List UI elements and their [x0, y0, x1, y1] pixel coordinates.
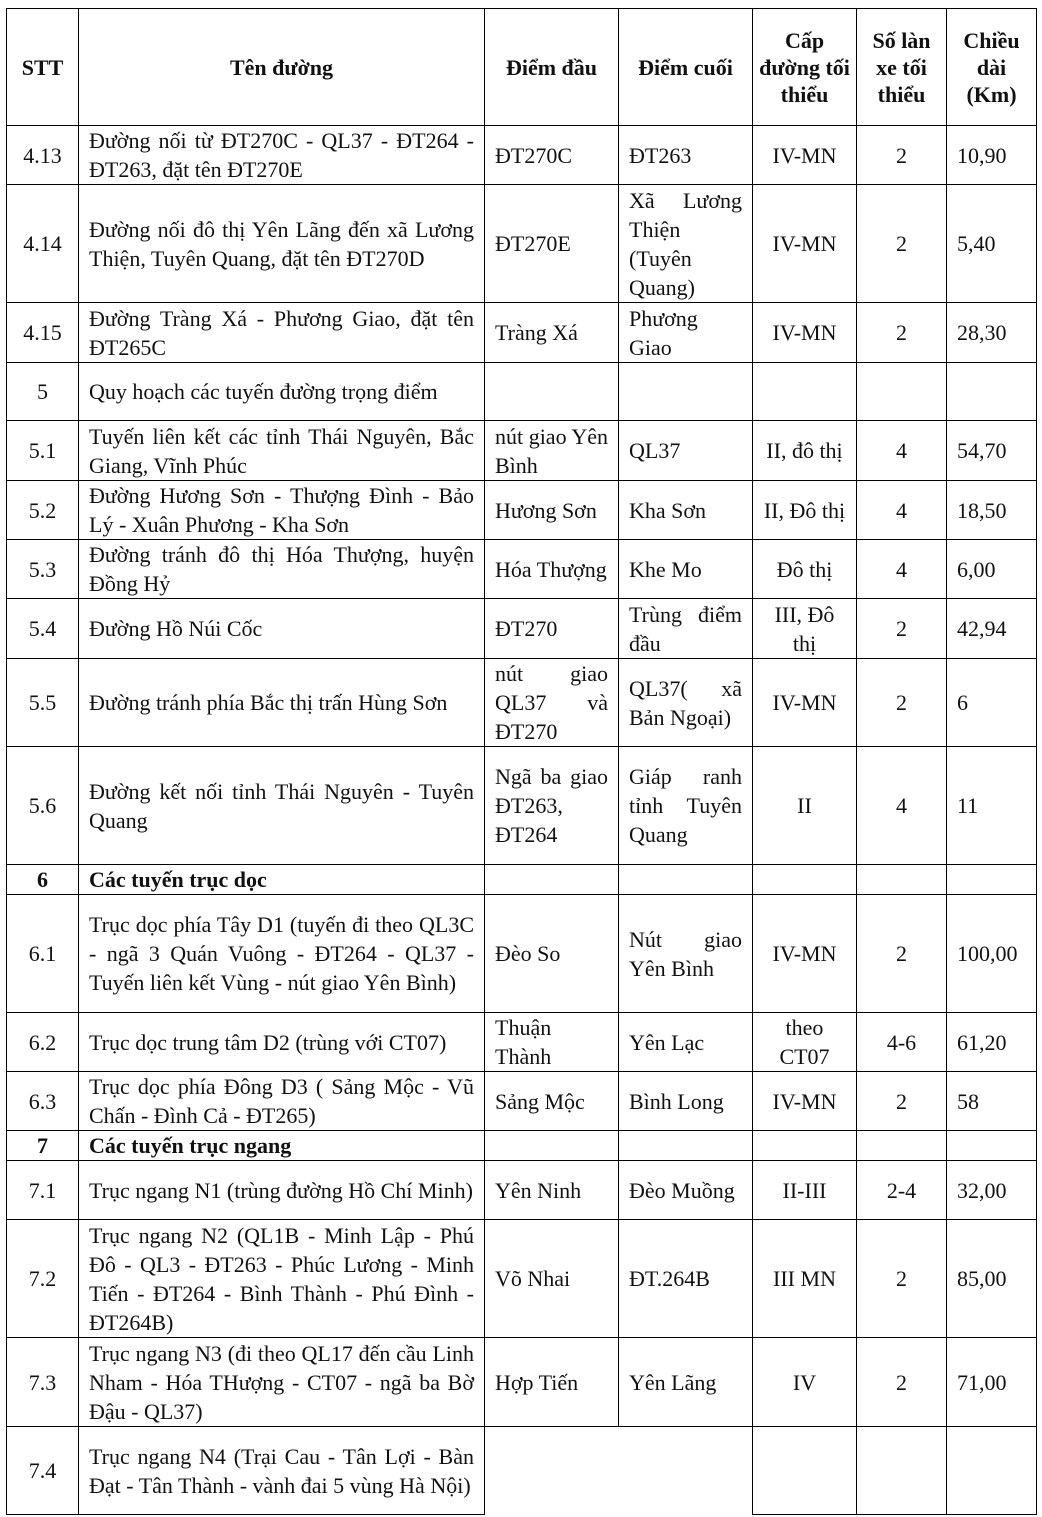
cell-length: 85,00	[947, 1220, 1037, 1338]
table-row	[7, 481, 1037, 540]
cell-min-grade: III MN	[753, 1220, 857, 1338]
cell-end-point: Phương Giao	[619, 303, 753, 363]
cell-stt: 5.4	[7, 599, 79, 659]
cell-road-name: Trục dọc phía Đông D3 ( Sảng Mộc - Vũ Chấn - Đình Cả - ĐT265)	[79, 1072, 485, 1131]
cell-length: 6	[947, 659, 1037, 747]
cell-end-point: Yên Lãng	[619, 1338, 753, 1427]
cell-end-point: ĐT.264B	[619, 1220, 753, 1338]
cell-stt: 7.1	[7, 1161, 79, 1220]
cell-road-name: Các tuyến trục dọc	[79, 865, 485, 895]
cell-min-grade: IV-MN	[753, 895, 857, 1013]
cell-road-name: Đường Hồ Núi Cốc	[79, 599, 485, 659]
cell-start-point: Hương Sơn	[485, 481, 619, 540]
cell-min-grade	[753, 865, 857, 895]
cell-length: 10,90	[947, 126, 1037, 185]
cell-road-name: Trục ngang N4 (Trại Cau - Tân Lợi - Bàn Đạt - Tân Thành - vành đai 5 vùng Hà Nội)	[79, 1427, 485, 1515]
cell-stt: 7.4	[7, 1427, 79, 1515]
cell-min-lanes: 2	[857, 659, 947, 747]
table-row	[7, 1220, 1037, 1338]
cell-min-lanes: 2	[857, 126, 947, 185]
table-row	[7, 747, 1037, 865]
cell-road-name: Trục dọc phía Tây D1 (tuyến đi theo QL3C - ngã 3 Quán Vuông - ĐT264 - QL37 - Tuyến liên kết Vùng - nút giao Yên Bình)	[79, 895, 485, 1013]
cell-length: 58	[947, 1072, 1037, 1131]
cell-min-lanes: 2	[857, 303, 947, 363]
cell-min-lanes: 2	[857, 1220, 947, 1338]
cell-length: 28,30	[947, 303, 1037, 363]
cell-min-grade: Đô thị	[753, 540, 857, 599]
cell-min-lanes	[857, 363, 947, 421]
cell-start-point: nút giao QL37 và ĐT270	[485, 659, 619, 747]
table-row	[7, 1338, 1037, 1427]
cell-road-name: Trục ngang N2 (QL1B - Minh Lập - Phú Đô - QL3 - ĐT263 - Phúc Lương - Minh Tiến - ĐT264 - Bình Thành - Phú Đình - ĐT264B)	[79, 1220, 485, 1338]
cell-road-name: Trục dọc trung tâm D2 (trùng với CT07)	[79, 1013, 485, 1072]
cell-stt: 5.2	[7, 481, 79, 540]
cell-length: 5,40	[947, 185, 1037, 303]
header-road-name: Tên đường	[79, 9, 485, 126]
cell-end-point: Trùng điểm đầu	[619, 599, 753, 659]
cell-length: 71,00	[947, 1338, 1037, 1427]
cell-length: 42,94	[947, 599, 1037, 659]
cell-start-point: Thuận Thành	[485, 1013, 619, 1072]
cell-stt: 7.3	[7, 1338, 79, 1427]
cell-length: 18,50	[947, 481, 1037, 540]
cell-stt: 5.3	[7, 540, 79, 599]
table-row	[7, 1072, 1037, 1131]
road-planning-table	[6, 8, 1037, 1515]
cell-min-lanes: 4	[857, 540, 947, 599]
cell-length	[947, 865, 1037, 895]
cell-stt: 7	[7, 1131, 79, 1161]
cell-end-point: QL37	[619, 421, 753, 481]
cell-length: 54,70	[947, 421, 1037, 481]
cell-road-name: Các tuyến trục ngang	[79, 1131, 485, 1161]
cell-min-lanes: 2	[857, 1072, 947, 1131]
cell-min-lanes: 4-6	[857, 1013, 947, 1072]
cell-end-point: Kha Sơn	[619, 481, 753, 540]
cell-road-name: Tuyến liên kết các tỉnh Thái Nguyên, Bắc Giang, Vĩnh Phúc	[79, 421, 485, 481]
cell-end-point: Đèo Muồng	[619, 1161, 753, 1220]
cell-road-name: Đường tránh phía Bắc thị trấn Hùng Sơn	[79, 659, 485, 747]
cell-start-point: nút giao Yên Bình	[485, 421, 619, 481]
section-row	[7, 865, 1037, 895]
cell-min-lanes: 2-4	[857, 1161, 947, 1220]
table-row	[7, 1013, 1037, 1072]
cell-end-point: QL37( xã Bản Ngoại)	[619, 659, 753, 747]
cell-road-name: Quy hoạch các tuyến đường trọng điểm	[79, 363, 485, 421]
cell-min-lanes	[857, 865, 947, 895]
cell-length	[947, 1427, 1037, 1515]
header-min-lanes: Số làn xe tối thiểu	[857, 9, 947, 126]
cell-start-point	[485, 1131, 619, 1161]
cell-stt: 4.14	[7, 185, 79, 303]
header-min-grade: Cấp đường tối thiểu	[753, 9, 857, 126]
cell-road-name: Đường Tràng Xá - Phương Giao, đặt tên ĐT265C	[79, 303, 485, 363]
table-row	[7, 599, 1037, 659]
table-row	[7, 1427, 1037, 1515]
cell-stt: 4.13	[7, 126, 79, 185]
cell-min-grade: II	[753, 747, 857, 865]
cell-min-lanes: 2	[857, 599, 947, 659]
header-end-point: Điểm cuối	[619, 9, 753, 126]
cell-stt: 5.1	[7, 421, 79, 481]
cell-min-lanes	[857, 1131, 947, 1161]
cell-length: 6,00	[947, 540, 1037, 599]
cell-min-grade: IV-MN	[753, 126, 857, 185]
cell-min-lanes: 2	[857, 1338, 947, 1427]
cell-stt: 5.5	[7, 659, 79, 747]
cell-min-grade: IV-MN	[753, 303, 857, 363]
cell-end-point: Nút giao Yên Bình	[619, 895, 753, 1013]
header-stt: STT	[7, 9, 79, 126]
cell-min-lanes	[857, 1427, 947, 1515]
cell-start-point: Võ Nhai	[485, 1220, 619, 1338]
cell-stt: 5	[7, 363, 79, 421]
cell-min-grade: IV-MN	[753, 1072, 857, 1131]
cell-end-point: Yên Lạc	[619, 1013, 753, 1072]
table-row	[7, 363, 1037, 421]
cell-road-name: Đường nối đô thị Yên Lãng đến xã Lương Thiện, Tuyên Quang, đặt tên ĐT270D	[79, 185, 485, 303]
table-row	[7, 185, 1037, 303]
table-row	[7, 421, 1037, 481]
cell-min-grade: III, Đô thị	[753, 599, 857, 659]
cell-road-name: Trục ngang N3 (đi theo QL17 đến cầu Linh Nham - Hóa THượng - CT07 - ngã ba Bờ Đậu - QL37)	[79, 1338, 485, 1427]
cell-length: 61,20	[947, 1013, 1037, 1072]
cell-min-lanes: 4	[857, 421, 947, 481]
cell-end-point	[619, 1427, 753, 1515]
cell-end-point	[619, 865, 753, 895]
cell-end-point: Bình Long	[619, 1072, 753, 1131]
table-row	[7, 1161, 1037, 1220]
cell-road-name: Đường tránh đô thị Hóa Thượng, huyện Đồng Hỷ	[79, 540, 485, 599]
cell-min-grade	[753, 363, 857, 421]
cell-end-point: Giáp ranh tỉnh Tuyên Quang	[619, 747, 753, 865]
cell-end-point	[619, 1131, 753, 1161]
cell-start-point: Hợp Tiến	[485, 1338, 619, 1427]
cell-min-grade: IV-MN	[753, 659, 857, 747]
table-row	[7, 659, 1037, 747]
cell-min-grade: II, đô thị	[753, 421, 857, 481]
cell-road-name: Đường nối từ ĐT270C - QL37 - ĐT264 - ĐT263, đặt tên ĐT270E	[79, 126, 485, 185]
cell-min-lanes: 2	[857, 185, 947, 303]
header-start-point: Điểm đầu	[485, 9, 619, 126]
cell-stt: 7.2	[7, 1220, 79, 1338]
cell-stt: 6.2	[7, 1013, 79, 1072]
cell-length: 11	[947, 747, 1037, 865]
cell-start-point: Ngã ba giao ĐT263, ĐT264	[485, 747, 619, 865]
cell-min-lanes: 4	[857, 747, 947, 865]
cell-min-grade	[753, 1131, 857, 1161]
table-row	[7, 895, 1037, 1013]
cell-road-name: Trục ngang N1 (trùng đường Hồ Chí Minh)	[79, 1161, 485, 1220]
cell-end-point: Khe Mo	[619, 540, 753, 599]
cell-road-name: Đường kết nối tỉnh Thái Nguyên - Tuyên Quang	[79, 747, 485, 865]
cell-length	[947, 1131, 1037, 1161]
cell-start-point	[485, 363, 619, 421]
cell-end-point	[619, 363, 753, 421]
cell-end-point: Xã Lương Thiện (Tuyên Quang)	[619, 185, 753, 303]
header-row	[7, 9, 1037, 126]
cell-start-point: Hóa Thượng	[485, 540, 619, 599]
cell-start-point	[485, 865, 619, 895]
table-row	[7, 303, 1037, 363]
cell-start-point: Tràng Xá	[485, 303, 619, 363]
cell-start-point: Đèo So	[485, 895, 619, 1013]
cell-start-point	[485, 1427, 619, 1515]
cell-min-grade: IV	[753, 1338, 857, 1427]
cell-stt: 6.1	[7, 895, 79, 1013]
document-page	[6, 8, 1036, 1515]
cell-min-grade: IV-MN	[753, 185, 857, 303]
cell-start-point: ĐT270E	[485, 185, 619, 303]
cell-min-grade	[753, 1427, 857, 1515]
cell-start-point: Sảng Mộc	[485, 1072, 619, 1131]
table-row	[7, 126, 1037, 185]
cell-start-point: Yên Ninh	[485, 1161, 619, 1220]
table-row	[7, 540, 1037, 599]
cell-length	[947, 363, 1037, 421]
cell-length: 100,00	[947, 895, 1037, 1013]
cell-road-name: Đường Hương Sơn - Thượng Đình - Bảo Lý - Xuân Phương - Kha Sơn	[79, 481, 485, 540]
section-row	[7, 1131, 1037, 1161]
cell-stt: 5.6	[7, 747, 79, 865]
cell-stt: 6	[7, 865, 79, 895]
cell-min-lanes: 4	[857, 481, 947, 540]
cell-min-lanes: 2	[857, 895, 947, 1013]
cell-min-grade: theo CT07	[753, 1013, 857, 1072]
cell-stt: 4.15	[7, 303, 79, 363]
header-length-km: Chiều dài (Km)	[947, 9, 1037, 126]
cell-min-grade: II, Đô thị	[753, 481, 857, 540]
cell-end-point: ĐT263	[619, 126, 753, 185]
cell-stt: 6.3	[7, 1072, 79, 1131]
cell-min-grade: II-III	[753, 1161, 857, 1220]
cell-start-point: ĐT270C	[485, 126, 619, 185]
cell-length: 32,00	[947, 1161, 1037, 1220]
cell-start-point: ĐT270	[485, 599, 619, 659]
